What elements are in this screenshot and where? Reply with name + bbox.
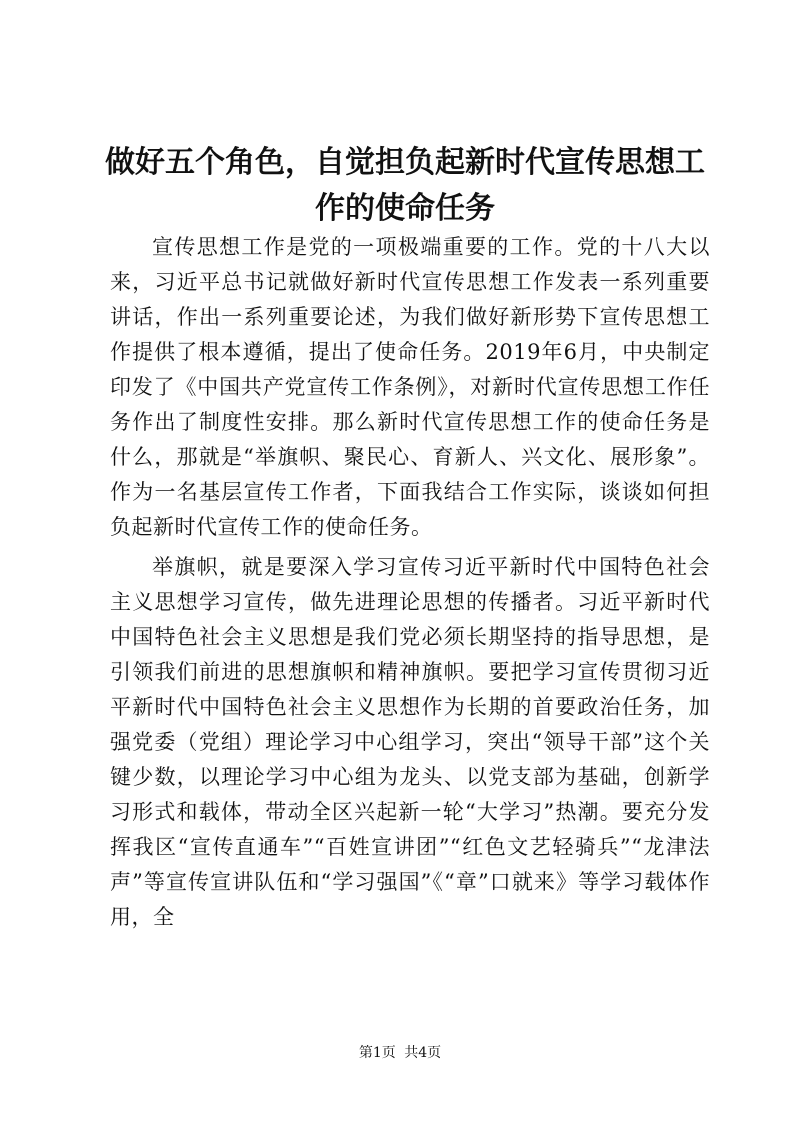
page-number: 第1页 [358, 1045, 396, 1061]
paragraph-raise-banner: 举旗帜，就是要深入学习宣传习近平新时代中国特色社会主义思想学习宣传，做先进理论思想的传播者。习近平新时代中国特色社会主义思想是我们党必须长期坚持的指导思想，是引领我们前进的思想旗帜和精神旗帜。要把学习宣传贯彻习近平新时代中国特色社会主义思想作为长期的首要政治任务，加强党委（党组）理论学习中心组学习，突出“领导干部”这个关键少数，以理论学习中心组为龙头、以党支部为基础，创新学习形式和载体，带动全区兴起新一轮“大学习”热潮。要充分发挥我区“宣传直通车”“百姓宣讲团”“红色文艺轻骑兵”“龙津法声”等宣传宣讲队伍和“学习强国”《“章”口就来》等学习载体作用，全 [110, 555, 710, 929]
paragraph-intro: 宣传思想工作是党的一项极端重要的工作。党的十八大以来，习近平总书记就做好新时代宣传思想工作发表一系列重要讲话，作出一系列重要论述，为我们做好新形势下宣传思想工作提供了根本遵循，提出了使命任务。2019年6月，中央制定印发了《中国共产党宣传工作条例》，对新时代宣传思想工作任务作出了制度性安排。那么新时代宣传思想工作的使命任务是什么，那就是“举旗帜、聚民心、育新人、兴文化、展形象”。作为一名基层宣传工作者，下面我结合工作实际，谈谈如何担负起新时代宣传工作的使命任务。 [110, 235, 710, 539]
page-total: 共4页 [404, 1045, 442, 1061]
document-body [110, 230, 710, 935]
document-title: 做好五个角色，自觉担负起新时代宣传思想工作的使命任务 [105, 145, 705, 226]
page-footer [0, 1043, 800, 1063]
